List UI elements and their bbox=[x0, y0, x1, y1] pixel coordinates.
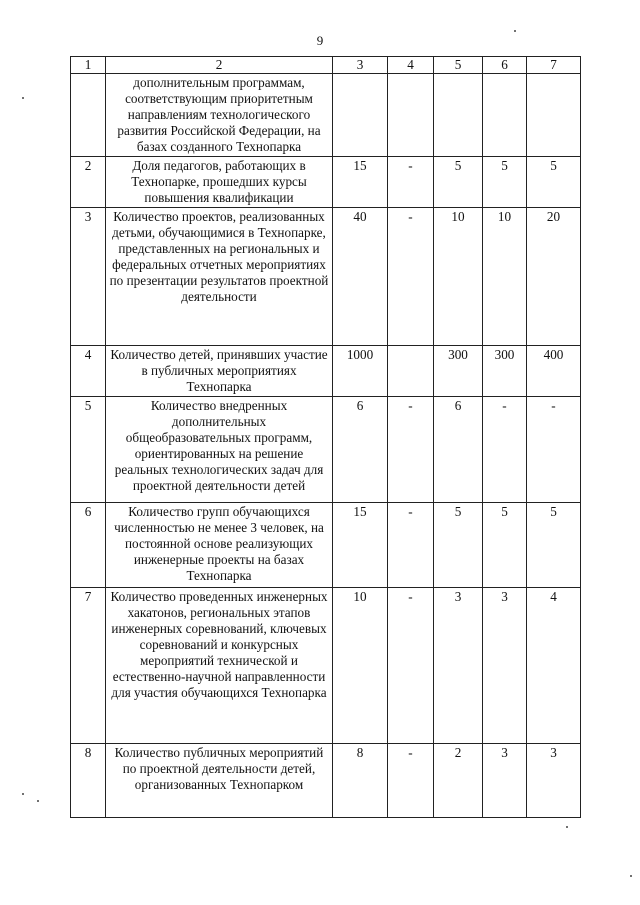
value-col-5: 5 bbox=[434, 503, 483, 588]
value-col-3: 15 bbox=[333, 503, 388, 588]
table-row bbox=[71, 744, 581, 818]
value-col-4: - bbox=[388, 397, 434, 503]
value-col-4: - bbox=[388, 588, 434, 744]
value-col-5: 6 bbox=[434, 397, 483, 503]
indicator-description: Количество групп обучающихся численностью не менее 3 человек, на постоянной основе реализующих инженерные проекты на базах Технопарка bbox=[106, 503, 333, 588]
value-col-6: 300 bbox=[483, 346, 527, 397]
value-col-5: 2 bbox=[434, 744, 483, 818]
row-number bbox=[71, 74, 106, 157]
value-col-5: 5 bbox=[434, 157, 483, 208]
column-header-7: 7 bbox=[527, 57, 581, 74]
value-col-3: 6 bbox=[333, 397, 388, 503]
indicator-description: Количество детей, принявших участие в публичных мероприятиях Технопарка bbox=[106, 346, 333, 397]
scan-speck bbox=[630, 875, 632, 877]
value-col-5: 300 bbox=[434, 346, 483, 397]
table-header-row bbox=[71, 57, 581, 74]
value-col-7: 5 bbox=[527, 157, 581, 208]
value-col-7: 400 bbox=[527, 346, 581, 397]
row-number: 4 bbox=[71, 346, 106, 397]
scan-speck bbox=[22, 793, 24, 795]
value-col-7: 20 bbox=[527, 208, 581, 346]
value-col-4: - bbox=[388, 157, 434, 208]
table-row bbox=[71, 397, 581, 503]
scan-speck bbox=[22, 97, 24, 99]
table-row bbox=[71, 74, 581, 157]
indicator-description: Количество публичных мероприятий по проектной деятельности детей, организованных Технопарком bbox=[106, 744, 333, 818]
indicator-description: Количество проектов, реализованных детьми, обучающимися в Технопарке, представленных на региональных и федеральных отчетных мероприятиях по презентации результатов проектной деятельности bbox=[106, 208, 333, 346]
value-col-3: 10 bbox=[333, 588, 388, 744]
row-number: 8 bbox=[71, 744, 106, 818]
indicator-description: дополнительным программам, соответствующим приоритетным направлениям технологического развития Российской Федерации, на базах созданного Технопарка bbox=[106, 74, 333, 157]
table-row bbox=[71, 503, 581, 588]
scan-speck bbox=[566, 826, 568, 828]
value-col-6 bbox=[483, 74, 527, 157]
row-number: 7 bbox=[71, 588, 106, 744]
value-col-4: - bbox=[388, 208, 434, 346]
table-row bbox=[71, 208, 581, 346]
column-header-5: 5 bbox=[434, 57, 483, 74]
value-col-5 bbox=[434, 74, 483, 157]
indicator-description: Количество проведенных инженерных хакатонов, региональных этапов инженерных соревнований, ключевых соревнований и конкурсных мероприятий технической и естественно-научной направленности для участия обучающихся Технопарка bbox=[106, 588, 333, 744]
table-row bbox=[71, 346, 581, 397]
value-col-5: 3 bbox=[434, 588, 483, 744]
column-header-2: 2 bbox=[106, 57, 333, 74]
value-col-6: 3 bbox=[483, 588, 527, 744]
column-header-3: 3 bbox=[333, 57, 388, 74]
scan-speck bbox=[37, 800, 39, 802]
value-col-4: - bbox=[388, 503, 434, 588]
value-col-6: - bbox=[483, 397, 527, 503]
column-header-6: 6 bbox=[483, 57, 527, 74]
value-col-6: 3 bbox=[483, 744, 527, 818]
column-header-1: 1 bbox=[71, 57, 106, 74]
value-col-3: 15 bbox=[333, 157, 388, 208]
table-row bbox=[71, 157, 581, 208]
value-col-7 bbox=[527, 74, 581, 157]
scan-speck bbox=[514, 30, 516, 32]
value-col-3: 40 bbox=[333, 208, 388, 346]
indicator-description: Доля педагогов, работающих в Технопарке, прошедших курсы повышения квалификации bbox=[106, 157, 333, 208]
indicator-description: Количество внедренных дополнительных общеобразовательных программ, ориентированных на решение реальных технологических задач для проектной деятельности детей bbox=[106, 397, 333, 503]
row-number: 6 bbox=[71, 503, 106, 588]
row-number: 2 bbox=[71, 157, 106, 208]
indicators-table bbox=[70, 56, 581, 818]
value-col-7: 5 bbox=[527, 503, 581, 588]
value-col-3: 8 bbox=[333, 744, 388, 818]
value-col-4: - bbox=[388, 744, 434, 818]
row-number: 3 bbox=[71, 208, 106, 346]
value-col-7: 4 bbox=[527, 588, 581, 744]
value-col-4 bbox=[388, 74, 434, 157]
row-number: 5 bbox=[71, 397, 106, 503]
value-col-7: 3 bbox=[527, 744, 581, 818]
column-header-4: 4 bbox=[388, 57, 434, 74]
value-col-7: - bbox=[527, 397, 581, 503]
value-col-6: 5 bbox=[483, 503, 527, 588]
value-col-3 bbox=[333, 74, 388, 157]
value-col-3: 1000 bbox=[333, 346, 388, 397]
page-number: 9 bbox=[316, 33, 324, 48]
value-col-4 bbox=[388, 346, 434, 397]
value-col-6: 10 bbox=[483, 208, 527, 346]
value-col-5: 10 bbox=[434, 208, 483, 346]
value-col-6: 5 bbox=[483, 157, 527, 208]
table-row bbox=[71, 588, 581, 744]
